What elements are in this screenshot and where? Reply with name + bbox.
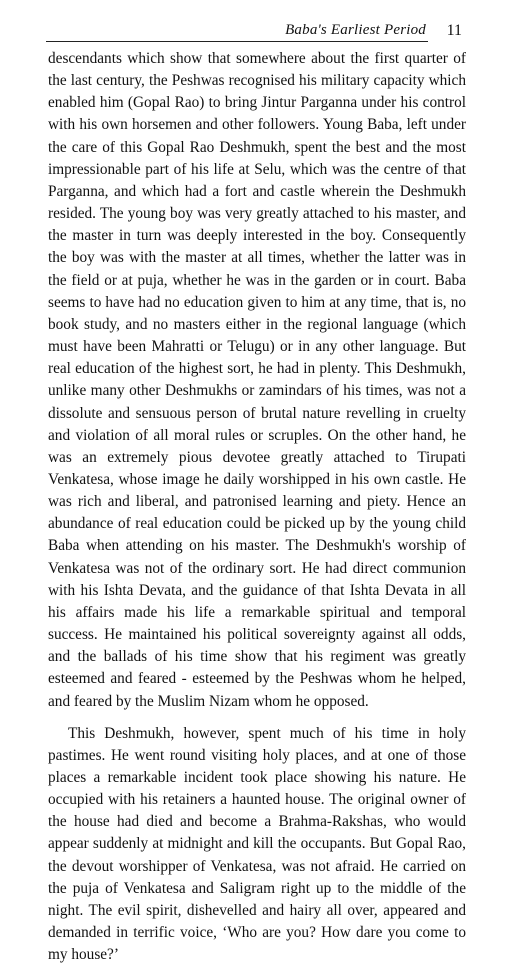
running-head-rule [46,41,428,42]
paragraph: This Deshmukh, however, spent much of his time in holy pastimes. He went round visiting holy places, and at one of those places a remarkable incident took place showing his nature. He occupied with his retainers a haunted house. The original owner of the house had died and become a Brahma-Rakshas, who would appear suddenly at midnight and kill the occupants. But Gopal Rao, the devout worshipper of Venkatesa, was not afraid. He carried on the puja of Venkatesa and Saligram right up to the middle of the night. The evil spirit, dishevelled and hairy all over, appeared and demanded in terrific voice, ‘Who are you? How dare you come to my house?’ [48,724,466,964]
running-head-title: Baba's Earliest Period [285,22,426,38]
paragraph: descendants which show that somewhere about the first quarter of the last century, the Peshwas recognised his military capacity which enabled him (Gopal Rao) to bring Jintur Parganna under his control with his own horsemen and other followers. Young Baba, left under the care of this Gopal Rao Deshmukh, spent the best and the most impressionable part of his life at Selu, which was the centre of that Parganna, and which had a fort and castle wherein the Deshmukh resided. The young boy was very greatly attached to his master, and the master in turn was deeply interested in the boy. Consequently the boy was with the master at all times, whether the latter was in the field or at puja, whether he was in the garden or in court. Baba seems to have had no education given to him at any time, that is, no book study, and no masters either in the regional language (which must have been Mahratti or Telugu) or in any other language. But real education of the highest sort, he had in plenty. This Deshmukh, unlike many other Deshmukhs or zamindars of his times, was not a dissolute and sensuous person of brutal nature revelling in cruelty and violation of all moral rules or scruples. On the other hand, he was an extremely pious devotee greatly attached to Tirupati Venkatesa, whose image he daily worshipped in his own castle. He was rich and liberal, and patronised learning and piety. Hence an abundance of real education could be picked up by the young child Baba when attending on his master. The Deshmukh's worship of Venkatesa was not of the ordinary sort. He had direct communion with his Ishta Devata, and the guidance of that Ishta Devata in all his affairs made his life a remarkable spiritual and temporal success. He maintained his political sovereignty against all odds, and the ballads of his time show that his regiment was greatly esteemed and feared - esteemed by the Peshwas whom he helped, and feared by the Muslim Nizam whom he opposed. [48,50,466,710]
running-head [46,22,462,44]
page-number: 11 [446,22,462,39]
body-text [48,48,466,966]
